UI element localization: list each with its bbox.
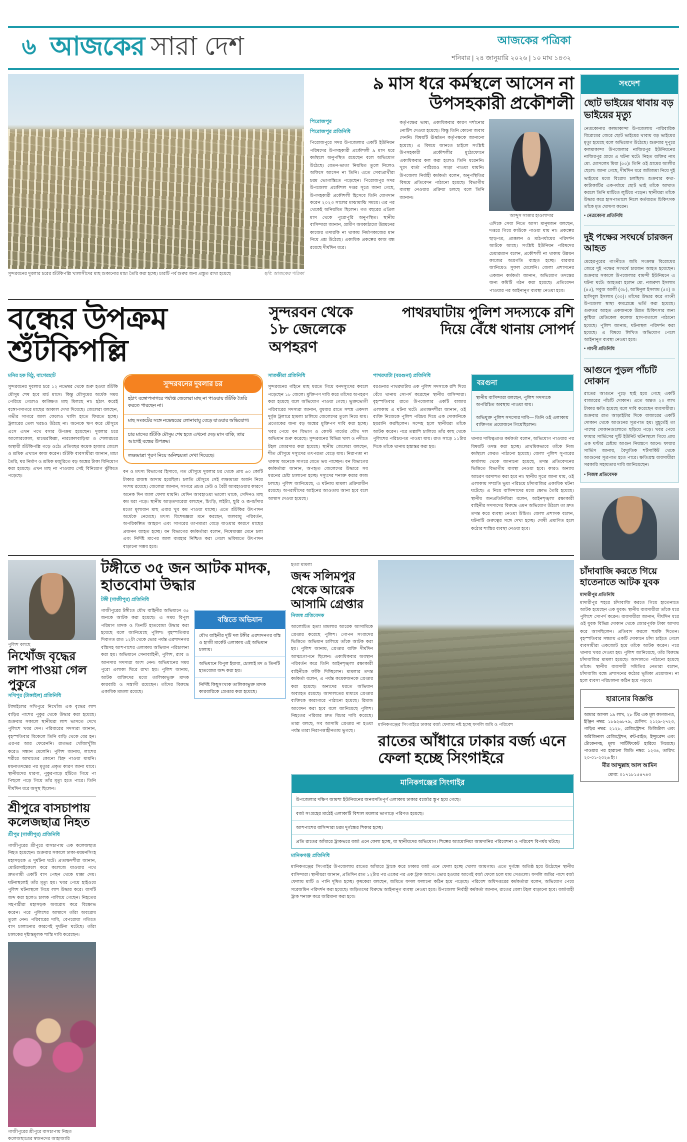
bosti-box-title: বস্তিতে অভিযান [195, 611, 285, 629]
sidebar-divider [584, 225, 675, 226]
tongi-text-col [101, 607, 189, 703]
shutki-col2-text: বন ও মৎস্য বিভাগের হিসাবে, গত মৌসুমে দুবলার চর থেকে প্রায় ৬০ কোটি টাকার রাজস্ব আদায় হয়েছিল। চলতি মৌসুমে সেই লক্ষ্যমাত্রা অর্জন নিয়ে সংশয় রয়েছে। জেলেরা জানান, সাগরে প্রচণ্ড ঢেউ ও বৈরী আবহাওয়ার কারণে অনেক দিন জাল ফেলা যায়নি। যেদিন আবহাওয়া ভালো থাকে, সেদিনও মাছ কম ধরা পড়ে। স্থানীয় আড়তদারেরা বলছেন, চিংড়ি, লইট্যা, ছুরি ও রূপচাঁদার মতো মূল্যবান মাছ এবার খুব কম পাওয়া যাচ্ছে। এতে শুঁটকির উৎপাদন অর্ধেকে নেমেছে। মৎস্য বিশেষজ্ঞরা মনে করছেন, জলবায়ু পরিবর্তন, অপরিকল্পিত আহরণ এবং সাগরের তাপমাত্রা বেড়ে যাওয়ার কারণে মাছের প্রজনন ব্যাহত হচ্ছে। বন বিভাগের কর্মকর্তারা বলেন, নিষেধাজ্ঞা মেনে চলা এবং নির্দিষ্ট মাপের জাল ব্যবহার নিশ্চিত করা গেলে ভবিষ্যতে উৎপাদন বাড়ানো সম্ভব হবে। [123, 469, 263, 549]
old-man-headline: নিখোঁজ বৃদ্ধের লাশ পাওয়া গেল পুকুরে [8, 648, 87, 691]
tongi-headline: টঙ্গীতে ৩৫ জন আটক মাদক, হাতবোমা উদ্ধার [101, 560, 271, 595]
hero-col-2 [400, 119, 485, 294]
shutki-byline: মনির হক মিঠু, বাগেরহাট [8, 373, 56, 380]
hero-col-3 [489, 119, 574, 294]
paper-name: আজকের পত্রিকা [497, 35, 571, 47]
divider-2 [8, 555, 574, 556]
police-head-block [375, 304, 574, 367]
sidebar-item-body: মেহেরপুরের গাংনীতে জমি সংক্রান্ত বিরোধের জেরে দুই পক্ষের সংঘর্ষে চারজন আহত হয়েছেন। শুক্রবার সকালে উপজেলার বামন্দী ইউনিয়নে এ ঘটনা ঘটে। আহতরা হলেন মো. নজরুল ইসলাম (৪৫), সবুজ আলী (৩৮), আমিনুল ইসলাম (৫০) ও হাসিবুল ইসলাম (৩০)। তাঁদের উদ্ধার করে গাংনী উপজেলা স্বাস্থ্য কমপ্লেক্সে ভর্তি করা হয়েছে। গুরুতর আহত একজনকে উন্নত চিকিৎসার জন্য কুষ্টিয়া মেডিকেল কলেজ হাসপাতালে পাঠানো হয়েছে। পুলিশ জানায়, ঘটনাস্থল পরিদর্শন করা হয়েছে। এ বিষয়ে লিখিত অভিযোগ পেলে আইনানুগ ব্যবস্থা নেওয়া হবে। [584, 258, 675, 342]
kidnap-headline: সুন্দরবন থেকে ১৮ জেলেকে অপহরণ [269, 304, 353, 356]
classified-contact-name: মীর আব্দুল্লাহ আল আমিন [602, 762, 657, 769]
old-man-byline: সখিপুর (টাঙ্গাইল) প্রতিনিধি [8, 693, 62, 700]
tongi-body: গাজীপুরের টঙ্গীতে যৌথ বাহিনীর অভিযানে ৩৫ জনকে আটক করা হয়েছে। এ সময় বিপুল পরিমাণ মাদক ও তিনটি হাতবোমা উদ্ধার করা হয়েছে বলে জানিয়েছে পুলিশ। বৃহস্পতিবার দিবাগত রাত ১২টা থেকে ভোর পর্যন্ত এরশাদনগর বস্তিসহ আশপাশের এলাকায় অভিযান পরিচালনা করা হয়। অভিযানে সেনাবাহিনী, পুলিশ, র‍্যাব ও আনসার সদস্যরা অংশ নেন। অভিযানের সময় পুরো এলাকা ঘিরে রাখা হয়। পুলিশ জানায়, আটক ব্যক্তিদের মধ্যে তালিকাভুক্ত মাদক কারবারি ও সন্ত্রাসী রয়েছেন। তাঁদের বিরুদ্ধে একাধিক মামলা রয়েছে। [101, 607, 189, 695]
sidebar-item-headline: দুই পক্ষের সংঘর্ষে চারজন আহত [584, 232, 673, 254]
sidebar-item-headline: ছোট ভাইয়ের থাবায় বড় ভাইয়ের মৃত্যু [584, 98, 674, 121]
arrest-col [291, 560, 373, 767]
tongi-byline: টঙ্গী (গাজীপুর) প্রতিনিধি [101, 596, 149, 603]
shutki-col1-text: সুন্দরবনের দুবলার চরে ১২ নভেম্বর থেকে শুরু হওয়া শুঁটকি মৌসুম শেষ হবে মার্চ মাসে। কিন্তু মৌসুমের অর্ধেক সময় পেরিয়ে গেলেও কাঙ্ক্ষিত মাছ মিলছে না। হঠাৎ করেই বঙ্গোপসাগরে মাছের আকাল দেখা দিয়েছে। জেলেরা বলছেন, গভীর সাগরে জাল ফেলেও খালি হাতে ফিরতে হচ্ছে। ট্রলারের তেল খরচও উঠছে না। অনেকে ঋণ করে মৌসুমে এসে এখন পথে বসার উপক্রম হয়েছেন। দুবলার চরে আলোরকোল, মাঝেরকিল্লা, নারকেলবাড়িয়া ও শেলারচরে অস্থায়ী শুঁটকিপল্লি গড়ে ওঠে। প্রতিবছর কয়েক হাজার জেলে ও শ্রমিক এখানে কাজ করেন। শুঁটকি ব্যবসায়ীরা জানান, মাচা তৈরি, ঘর নির্মাণ ও শ্রমিক মজুরিতে বড় অঙ্কের টাকা বিনিয়োগ করা হয়েছে। এখন মাছ না পাওয়ায় সেই বিনিয়োগ ঝুঁকিতে পড়েছে। [8, 384, 118, 479]
sidebar-item-credit: • নেত্রকোনা প্রতিনিধি [584, 213, 623, 219]
waste-photo [378, 560, 574, 720]
classified-contact-phone: মোবা: ০১৭১৮১৫৪৭৪৩ [607, 771, 651, 777]
shutki-box-item: চার মাসের শুঁটকি মৌসুম শেষ হতে এখনো দেড় মাস বাকি, তার আগেই বন্ধের উপক্রম। [124, 429, 262, 450]
police-col-2 [471, 371, 574, 550]
singair-box-item: বর্জ্য সংগ্রহের মাঠেই এলাকাটি বিশাল ময়লার ভাগাড়ে পরিণত হয়েছে। [292, 807, 573, 821]
mid-columns [8, 371, 574, 550]
newspaper-page [0, 26, 687, 1141]
shutki-box-item: মাছ সংকটের সঙ্গে নভেম্বরের লোনাবায়ু বেড়ে যাওয়ার অভিযোগ। [124, 415, 262, 429]
kidnap-body-text: সুন্দরবনের গহিনে মাছ ধরতে গিয়ে বনদস্যুদের কবলে পড়েছেন ১৮ জেলে। মুক্তিপণ দাবি করে তাঁদের অপহরণ করা হয়েছে বলে অভিযোগ পাওয়া গেছে। ভুক্তভোগী পরিবারের সদস্যরা জানান, বুধবার রাতে সশস্ত্র একদল দুর্বৃত্ত ট্রলারে হামলা চালিয়ে জেলেদের তুলে নিয়ে যায়। প্রত্যেকের জন্য বড় অঙ্কের মুক্তিপণ দাবি করা হচ্ছে। খবর পেয়ে বন বিভাগ ও কোস্ট গার্ডের যৌথ দল অভিযান শুরু করেছে। সুন্দরবনের বিভিন্ন খাল ও নদীতে টহল জোরদার করা হয়েছে। স্থানীয় জেলেরা বলছেন, শীত মৌসুমে দস্যুদের তৎপরতা বেড়ে যায়। নিরাপত্তা না থাকায় অনেকে সাগরে যেতে ভয় পাচ্ছেন। বন বিভাগের কর্মকর্তারা জানান, অপহৃত জেলেদের উদ্ধারে সব ধরনের চেষ্টা চালানো হচ্ছে। দস্যুদের শনাক্ত করার কাজ চলছে। পুলিশ জানিয়েছে, এ ঘটনায় মামলা প্রক্রিয়াধীন রয়েছে। অপরাধীদের আইনের আওতায় আনা হবে বলে আশ্বাস দেওয়া হয়েছে। [268, 384, 368, 501]
hero-col2-text: কর্তৃপক্ষের ভাষ্য, একাধিকবার কারণ দর্শানোর নোটিশ দেওয়া হয়েছে। কিন্তু তিনি কোনো জবাব দেননি। বিষয়টি ঊর্ধ্বতন কর্তৃপক্ষকে জানানো হয়েছে। এ বিষয়ে জানতে চাইলে সংশ্লিষ্ট উপসহকারী প্রকৌশলীর মুঠোফোনে একাধিকবার কল করা হলেও তিনি ধরেননি। খুদে বার্তা পাঠিয়েও সাড়া পাওয়া যায়নি। উপজেলা নির্বাহী কর্মকর্তা বলেন, অনুপস্থিতির বিষয়ে প্রতিবেদন পাঠানো হয়েছে। বিভাগীয় ব্যবস্থা নেওয়ার প্রক্রিয়া চলছে বলে তিনি জানান। [399, 120, 485, 200]
police-col1-text: বরগুনার পাথরঘাটায় এক পুলিশ সদস্যকে রশি দিয়ে বেঁধে থানায় সোপর্দ করেছেন স্থানীয় বাসিন্দারা। বৃহস্পতিবার রাতে উপজেলার একটি বাজার এলাকায় এ ঘটনা ঘটে। প্রত্যক্ষদর্শীরা জানান, ওই ব্যক্তি নিজেকে পুলিশ পরিচয় দিয়ে এক দোকানিকে হয়রানি করছিলেন। সন্দেহ হলে স্থানীয়রা তাঁকে আটক করেন। পরে তল্লাশি চালিয়ে তাঁর কাছ থেকে পুলিশের পরিচয়পত্র পাওয়া যায়। রাত সাড়ে ১১টার দিকে তাঁকে থানায় হস্তান্তর করা হয়। [373, 384, 466, 449]
hero-photo-credit: ছবি: আজকের পত্রিকা [264, 271, 304, 276]
date-line: শনিবার | ২৪ জানুয়ারি ২০২৬ | ১০ মাঘ ১৪৩২ [451, 55, 571, 62]
singair-box [291, 774, 574, 849]
sidebar-section-title: সংদেশ [581, 75, 678, 94]
shutki-col-2 [123, 371, 263, 550]
left-lower-col [8, 560, 96, 1142]
extortion-photo [580, 488, 679, 560]
classified-body: আমার আসল ১৯ লাখ, ২৮ টির এক মূল কাগজপত্র, ইঞ্জিন নম্বর: ১৮৯২৬৮৭৯, চেসিস: ২১২৯-২৭২৩, গাড়ির নম্বর: ২১২৮, রেজিস্ট্রেশন: ডিজিটাল এবং অরিজিনাল রেজিস্ট্রেশন, রুট-রাইড, ইন্স্যুরেন্স এবং টোকেনসহ, মূল্য সার্টিফিকেট হারিয়ে গিয়েছে। পাওয়ার পর হারানো জিডি নম্বর: ১২৩৪, তারিখ: ২০-০১-২০২৬ ইং। [584, 712, 675, 760]
police-byline: পাথরঘাটা (বরগুনা) প্রতিনিধি [373, 373, 431, 380]
lower-section [8, 560, 574, 1142]
divider-1 [8, 299, 574, 300]
hero-text-block [310, 74, 574, 294]
shutki-info-box [123, 374, 263, 464]
hero-photo-caption [8, 271, 304, 277]
arrest-byline: নিজস্ব প্রতিবেদক [291, 613, 325, 620]
borguna-box-item: স্থানীয় বাসিন্দারা বলছেন, পুলিশ সদস্যকে অপরিচিত অবস্থায় পাওয়া যায়। [476, 395, 551, 408]
borguna-box [471, 374, 574, 432]
sreepur-photo-caption: গাজীপুরের শ্রীপুরে বাসচাপায় নিহত কলেজছাত্রের স্বজনদের আহাজারি [8, 1129, 72, 1141]
shutki-box-item: হঠাৎ বঙ্গোপসাগরে পর্যাপ্ত জেলেরা মাছ না পাওয়ায় শুঁটকি তৈরি করতে পারছেন না। [124, 393, 262, 414]
divider-left-lower [8, 796, 96, 797]
sidebar-item-headline: আগুনে পুড়ল পাঁচটি দোকান [584, 364, 657, 387]
waste-box-col [291, 771, 574, 900]
old-man-body: টাঙ্গাইলের সখিপুরে নিখোঁজ এক বৃদ্ধের লাশ বাড়ির পাশের পুকুর থেকে উদ্ধার করা হয়েছে। শুক্রবার সকালে স্থানীয়রা লাশ ভাসতে দেখে পুলিশে খবর দেন। পরিবারের সদস্যরা জানান, বৃহস্পতিবার বিকেলে তিনি বাড়ি থেকে বের হন। এরপর আর ফেরেননি। রাতভর খোঁজাখুঁজি করেও সন্ধান মেলেনি। পুলিশ জানায়, লাশের শরীরে আঘাতের কোনো চিহ্ন পাওয়া যায়নি। ময়নাতদন্তের পর মৃত্যুর প্রকৃত কারণ জানা যাবে। স্থানীয়দের ধারণা, পুকুরপাড়ে হাঁটতে গিয়ে পা পিছলে পড়ে গিয়ে তাঁর মৃত্যু হতে পারে। তিনি দীর্ঘদিন ধরে অসুস্থ ছিলেন। [8, 704, 96, 791]
hero-col-1 [310, 119, 395, 294]
police-col2-text: থানার দায়িত্বপ্রাপ্ত কর্মকর্তা বলেন, অভিযোগ পাওয়ার পর বিষয়টি তদন্ত করা হচ্ছে। প্রাথমিকভাবে তাঁকে নিজ কর্মস্থলে ফেরত পাঠানো হয়েছে। জেলা পুলিশ সুপারের কার্যালয় থেকে জানানো হয়েছে, তদন্ত প্রতিবেদনের ভিত্তিতে বিভাগীয় ব্যবস্থা নেওয়া হবে। কারও অন্যায় আচরণ বরদাশত করা হবে না। স্থানীয় সূত্রে জানা যায়, ওই এলাকায় সম্প্রতি ভুয়া পরিচয়ে চাঁদাবাজির একাধিক ঘটনা ঘটেছে। এ নিয়ে বাসিন্দাদের মধ্যে ক্ষোভ তৈরি হয়েছে। স্থানীয় জনপ্রতিনিধিরা বলেন, আইনশৃঙ্খলা রক্ষাকারী বাহিনীর সদস্যদের বিরুদ্ধে এমন অভিযোগ উঠলে তা দ্রুত তদন্ত করে ব্যবস্থা নেওয়া উচিত। জেলা প্রশাসক বলেন, ঘটনাটি গুরুত্বের সঙ্গে দেখা হচ্ছে। দোষী প্রমাণিত হলে কঠোর শাস্তির ব্যবস্থা নেওয়া হবে। [471, 436, 574, 531]
masthead-title [50, 28, 452, 68]
waste-row [291, 771, 574, 900]
bosti-box-item: যৌথ বাহিনীর দুটি দল টঙ্গীর এরশাদনগর বস্তি ও হাজী মার্কেট এলাকায় এই অভিযান চালায়। [195, 629, 285, 657]
sidebar-news-box [580, 74, 679, 483]
bosti-box-item: নির্দিষ্ট কিছুসংখ্যক তালিকাভুক্ত মাদক কারবারিকে গ্রেপ্তার করা হয়েছে। [199, 681, 267, 694]
extortion-byline: মাদারীপুর প্রতিনিধি [580, 592, 615, 598]
classified-title: হারানোর বিজ্ঞপ্তি [584, 693, 675, 708]
waste-photo-col [378, 560, 574, 767]
waste-headline: রাতের আঁধারে ঢাকার বর্জ্য এনে ফেলা হচ্ছে সিংগাইরে [378, 732, 566, 767]
bosti-box [194, 610, 286, 699]
hero-section [8, 74, 574, 294]
hero-photo-block [8, 74, 304, 294]
kidnap-byline: সাতক্ষীরা প্রতিনিধি [268, 373, 306, 380]
sreepur-photo [8, 942, 96, 1127]
hero-caption-text: সুন্দরবনের দুবলার চরের শুঁটকিপল্লি খালাসীদের মাছ শুকানোর মাচা তৈরি করা হচ্ছে। চারটি পর্ব শুরুর জন্য প্রস্তুত রাখা হয়েছে [8, 271, 231, 276]
arrest-headline: জব্দ সলিমপুর থেকে আরেক আসামি গ্রেপ্তার [291, 568, 364, 611]
extortion-body: মাদারীপুর শহরে চাঁদাবাজি করতে গিয়ে হাতেনাতে আটক হয়েছেন এক যুবক। স্থানীয় ব্যবসায়ীরা তাঁকে ধরে পুলিশে সোপর্দ করেন। ব্যবসায়ীরা জানান, দীর্ঘদিন ধরে ওই যুবক বিভিন্ন দোকান থেকে জোরপূর্বক টাকা আদায় করে আসছিলেন। প্রতিবাদ করলে হুমকি দিতেন। বৃহস্পতিবার সন্ধ্যায় একটি দোকানে চাঁদা চাইতে গেলে ব্যবসায়ীরা একজোট হয়ে তাঁকে আটক করেন। পরে থানায় খবর দেওয়া হয়। পুলিশ জানিয়েছে, তাঁর বিরুদ্ধে চাঁদাবাজির মামলা হয়েছে। আদালতে পাঠানো হয়েছে তাঁকে। স্থানীয় ব্যবসায়ী সমিতির নেতারা বলেন, চাঁদাবাজি বন্ধে প্রশাসনের কঠোর ভূমিকা প্রয়োজন। না হলে ব্যবসা পরিচালনা কঠিন হয়ে পড়বে। [580, 600, 679, 684]
shutki-box-title: সুন্দরবনের দুবলার চর [124, 375, 262, 393]
hero-col3-text: এদিকে সেবা নিতে আসা মানুষজন বলছেন, দপ্তরে গিয়ে কাউকে পাওয়া যায় না। প্রকল্পের ছাড়পত্র, প্রাক্কলন ও মাঠপর্যায়ের পরিদর্শন আটকে আছে। সংশ্লিষ্ট ইউনিয়ন পরিষদের চেয়ারম্যান বলেন, প্রকৌশলী না থাকায় উন্নয়ন কাজের অগ্রগতি ব্যাহত হচ্ছে। বারবার জানিয়েও সুফল মেলেনি। জেলা প্রশাসনের একজন কর্মকর্তা জানান, অভিযোগ তদন্তের জন্য কমিটি গঠন করা হয়েছে। প্রতিবেদন পাওয়ার পর আইনানুগ ব্যবস্থা নেওয়া হবে। [489, 220, 575, 293]
hero-headline: ৯ মাস ধরে কর্মস্থলে আসেন না উপসহকারী প্রকৌশলী [372, 74, 574, 113]
shutki-headline: বন্ধের উপক্রম শুঁটকিপল্লি [8, 303, 167, 368]
police-headline: পাথরঘাটায় পুলিশ সদস্যকে রশি দিয়ে বেঁধে থানায় সোপর্দ [401, 304, 574, 337]
portrait-photo [489, 119, 574, 211]
singair-box-item: প্রতি রাতের আঁধারে ট্রাকভরে বর্জ্য এনে ফেলা হচ্ছে, যা স্থানীয়দের অভিযোগ। শিল্পের অ্যামোনিয়া আমদানির পরিবেশনা ও পরিবেশ বিপর্যয় ঘটছে। [296, 839, 561, 845]
extortion-block [580, 488, 679, 685]
page-body [8, 74, 679, 1142]
singair-box-item: আশপাশের বাসিন্দারা চরম দুর্গন্ধের শিকার হচ্ছে। [292, 821, 573, 835]
shutki-photo [8, 74, 304, 269]
waste-photo-caption: মানিকগঞ্জের সিংগাইরে ঢাকার বর্জ্য ফেলায় নষ্ট হচ্ছে ফসলি জমি ও পরিবেশ [378, 722, 514, 728]
kidnap-col [268, 371, 368, 550]
extortion-headline: চাঁদাবাজি করতে গিয়ে হাতেনাতে আটক যুবক [580, 565, 660, 587]
shutki-section [8, 304, 574, 367]
right-lower-block [291, 560, 574, 1142]
masthead [8, 26, 679, 70]
kidnap-head-block [269, 304, 369, 367]
bosti-box-item: অভিযানে বিপুল ইয়াবা, চোলাই মদ ও তিনটি হাতবোমা জব্দ করা হয়। [195, 657, 285, 678]
tongi-columns [101, 607, 286, 703]
arrest-body: আলোচিত হত্যা মামলার আরেক আসামিকে গ্রেপ্তার করেছে পুলিশ। গোপন সংবাদের ভিত্তিতে অভিযান চালিয়ে তাঁকে আটক করা হয়। পুলিশ জানায়, গ্রেপ্তার ব্যক্তি দীর্ঘদিন আত্মগোপনে ছিলেন। একাধিকবার অবস্থান পরিবর্তন করে তিনি আইনশৃঙ্খলা রক্ষাকারী বাহিনীকে ফাঁকি দিচ্ছিলেন। মামলার তদন্ত কর্মকর্তা বলেন, এ পর্যন্ত কয়েকজনকে গ্রেপ্তার করা হয়েছে। অন্যদের ধরতে অভিযান অব্যাহত রয়েছে। আদালতের মাধ্যমে গ্রেপ্তার ব্যক্তিকে কারাগারে পাঠানো হয়েছে। রিমান্ড আবেদন করা হবে বলে জানিয়েছে পুলিশ। নিহতের পরিবার দ্রুত বিচার দাবি করেছে। তারা বলছে, সব আসামি গ্রেপ্তার না হওয়া পর্যন্ত তারা নিরাপত্তাহীনতায় ভুগছে। [291, 624, 373, 734]
hero-dateline: পিরোজপুর প্রতিনিধি [310, 129, 351, 136]
main-content [8, 74, 574, 1142]
hero-col1-text: পিরোজপুরে সদর উপজেলার একটি ইউনিয়ন পরিষদের উপসহকারী প্রকৌশলী ৯ মাস ধরে কর্মস্থলে অনুপস্থিত রয়েছেন বলে অভিযোগ উঠেছে। বেতন-ভাতা নিয়মিত তুলে নিলেও অফিসে আসেন না তিনি। এতে সেবাপ্রার্থীরা চরম ভোগান্তিতে পড়েছেন। পিরোজপুর সদর উপজেলা প্রকৌশল দপ্তর সূত্রে জানা গেছে, উপসহকারী প্রকৌশলী হিসেবে তিনি যোগদান করেন ২০২৩ সালের মাঝামাঝি সময়ে। এর পর থেকেই অনিয়মিত ছিলেন। গত বছরের এপ্রিল মাস থেকে পুরোপুরি অনুপস্থিত। স্থানীয় বাসিন্দারা জানান, গ্রামীণ অবকাঠামো উন্নয়নের কাজের তদারকি না থাকায় নির্মাণকাজের মান নিয়ে প্রশ্ন উঠেছে। একাধিক প্রকল্পের কাজ বন্ধ রয়েছে দীর্ঘদিন ধরে। [310, 140, 395, 250]
waste-body: মানিকগঞ্জের সিংগাইর উপজেলায় রাতের আঁধারে ট্রাকে করে ঢাকার বর্জ্য এনে ফেলা হচ্ছে খোলা জায়গায়। এতে দুর্গন্ধে অতিষ্ঠ হয়ে উঠেছেন স্থানীয় বাসিন্দারা। স্থানীয়রা জানান, প্রতিদিন রাত ১২টার পর একের পর এক ট্রাক আসে। ভোর হওয়ার আগেই বর্জ্য ফেলে চলে যায় সেগুলো। ফসলি জমির পাশে বর্জ্য ফেলায় মাটি ও পানি দূষিত হচ্ছে। কৃষকেরা বলছেন, জমিতে ফসল ফলানো কঠিন হয়ে পড়েছে। পরিবেশ অধিদপ্তরের কর্মকর্তারা বলেন, অভিযোগ পেয়ে সরেজমিন পরিদর্শন করা হয়েছে। জড়িতদের বিরুদ্ধে আইনানুগ ব্যবস্থা নেওয়া হবে। উপজেলা নির্বাহী কর্মকর্তা জানান, রাতের বেলা টহল বাড়ানো হবে। বর্জ্যবাহী ট্রাক শনাক্ত করে জরিমানা করা হবে। [291, 864, 574, 900]
shutki-box-item: লক্ষ্যমাত্রা পূরণ নিয়ে অনিশ্চয়তা দেখা দিয়েছে। [128, 454, 215, 460]
old-man-kicker: পুলিশ বলছে [8, 642, 31, 648]
sidebar-item[interactable] [584, 365, 675, 479]
hero-columns [310, 119, 574, 294]
sreepur-byline: শ্রীপুর (গাজীপুর) প্রতিনিধি [8, 831, 60, 838]
tongi-box-col [194, 607, 286, 703]
page-number: ৬ [21, 33, 37, 59]
borguna-box-title: বরগুনা [472, 375, 573, 391]
old-man-photo [8, 560, 96, 640]
shutki-col-1 [8, 371, 118, 550]
tongi-block [101, 560, 286, 1142]
sidebar-item-credit: • নিজস্ব প্রতিবেদক [584, 471, 618, 477]
arrest-subhead: হত্যা মামলা [291, 562, 312, 568]
sidebar-item-body: রাতের আগুনে পুড়ে ছাই হয়ে গেছে একটি বাজারের পাঁচটি দোকান। এতে অন্তত ২০ লাখ টাকার ক্ষতি হয়েছে বলে দাবি করেছেন ব্যবসায়ীরা। শুক্রবার রাত আড়াইটার দিকে বাজারের একটি দোকান থেকে আগুনের সূত্রপাত হয়। মুহূর্তেই তা পাশের দোকানগুলোতে ছড়িয়ে পড়ে। খবর পেয়ে ফায়ার সার্ভিসের দুটি ইউনিট ঘটনাস্থলে গিয়ে প্রায় এক ঘণ্টার চেষ্টায় আগুন নিয়ন্ত্রণে আনে। ফায়ার সার্ভিস জানায়, বৈদ্যুতিক শর্টসার্কিট থেকে আগুনের সূত্রপাত হতে পারে। ক্ষতিগ্রস্ত ব্যবসায়ীরা সরকারি সহায়তার দাবি জানিয়েছেন। [584, 391, 675, 468]
singair-box-title: মানিকগঞ্জের সিংগাইর [292, 775, 573, 793]
sidebar-item-credit: • গাংনী প্রতিনিধি [584, 345, 615, 351]
sreepur-headline: শ্রীপুরে বাসচাপায় কলেজছাত্র নিহত [8, 801, 91, 830]
sidebar [580, 74, 679, 1142]
sidebar-item[interactable] [584, 98, 675, 220]
sidebar-item-body: নেত্রকোনার কলমাকান্দা উপজেলায় পারিবারিক বিরোধের জেরে ছোট ভাইয়ের থাবায় বড় ভাইয়ের মৃত্যু হয়েছে বলে অভিযোগ উঠেছে। শুক্রবার দুপুরে কলমাকান্দা উপজেলার নাজিরপুর ইউনিয়নের নাজিরপুর গ্রামে এ ঘটনা ঘটে। নিহত ব্যক্তির নাম মো. মোসলেম মিয়া (৫৫)। তিনি ওই গ্রামের আলীর ছেলে। জানা গেছে, দীর্ঘদিন ধরে জমিজমা নিয়ে দুই ভাইয়ের মধ্যে বিরোধ চলছিল। শুক্রবার কথা-কাটাকাটির একপর্যায়ে ছোট ভাই তাঁকে আঘাত করলে তিনি মাটিতে লুটিয়ে পড়েন। স্থানীয়রা তাঁকে উদ্ধার করে হাসপাতালে নিলে কর্তব্যরত চিকিৎসক তাঁকে মৃত ঘোষণা করেন। [584, 125, 675, 209]
sreepur-body: গাজীপুরের শ্রীপুরে বাসচাপায় এক কলেজছাত্র নিহত হয়েছেন। শুক্রবার সকালে ঢাকা-ময়মনসিংহ মহাসড়কে এ দুর্ঘটনা ঘটে। প্রত্যক্ষদর্শীরা জানান, মোটরসাইকেলে করে কলেজে যাওয়ার পথে দ্রুতগামী একটি বাস পেছন থেকে ধাক্কা দেয়। ঘটনাস্থলেই তাঁর মৃত্যু হয়। খবর পেয়ে হাইওয়ে পুলিশ ঘটনাস্থলে গিয়ে লাশ উদ্ধার করে। বাসটি জব্দ করা হলেও চালক পালিয়ে গেছেন। নিহতের সহপাঠীরা মহাসড়ক অবরোধ করে বিক্ষোভ করেন। পরে পুলিশের আশ্বাসে তাঁরা অবরোধ তুলে নেন। পরিবারের দাবি, বেপরোয়া গতিতে বাস চালানোর কারণেই দুর্ঘটনা ঘটেছে। তাঁরা চালকের দৃষ্টান্তমূলক শাস্তি দাবি করেছেন। [8, 842, 96, 937]
masthead-title-bold: আজকের [50, 31, 145, 61]
borguna-box-item: অভিযুক্ত পুলিশ সদস্যের দাবি— তিনি ওই এলাকায় ব্যক্তিগত প্রয়োজনে গিয়েছিলেন। [476, 415, 569, 428]
masthead-title-light: সারা দেশ [150, 31, 244, 61]
sidebar-item[interactable] [584, 232, 675, 353]
sidebar-divider [584, 358, 675, 359]
singair-box-item: উপজেলার দক্ষিণ জামশা ইউনিয়নের জনবসতিপূর্ণ এলাকায় ঢাকার বর্জ্যের স্তূপ হয়ে গেছে। [292, 793, 573, 807]
classified-ad [580, 689, 679, 781]
hero-byline: পিরোজপুর [310, 119, 332, 126]
arrest-row [291, 560, 574, 767]
waste-byline: মানিকগঞ্জ প্রতিনিধি [291, 853, 330, 860]
portrait-caption: আব্দুস সাত্তার হাওলাদার [509, 213, 554, 219]
police-col-1 [373, 371, 466, 550]
masthead-meta [452, 28, 679, 68]
shutki-head-block [8, 304, 263, 367]
